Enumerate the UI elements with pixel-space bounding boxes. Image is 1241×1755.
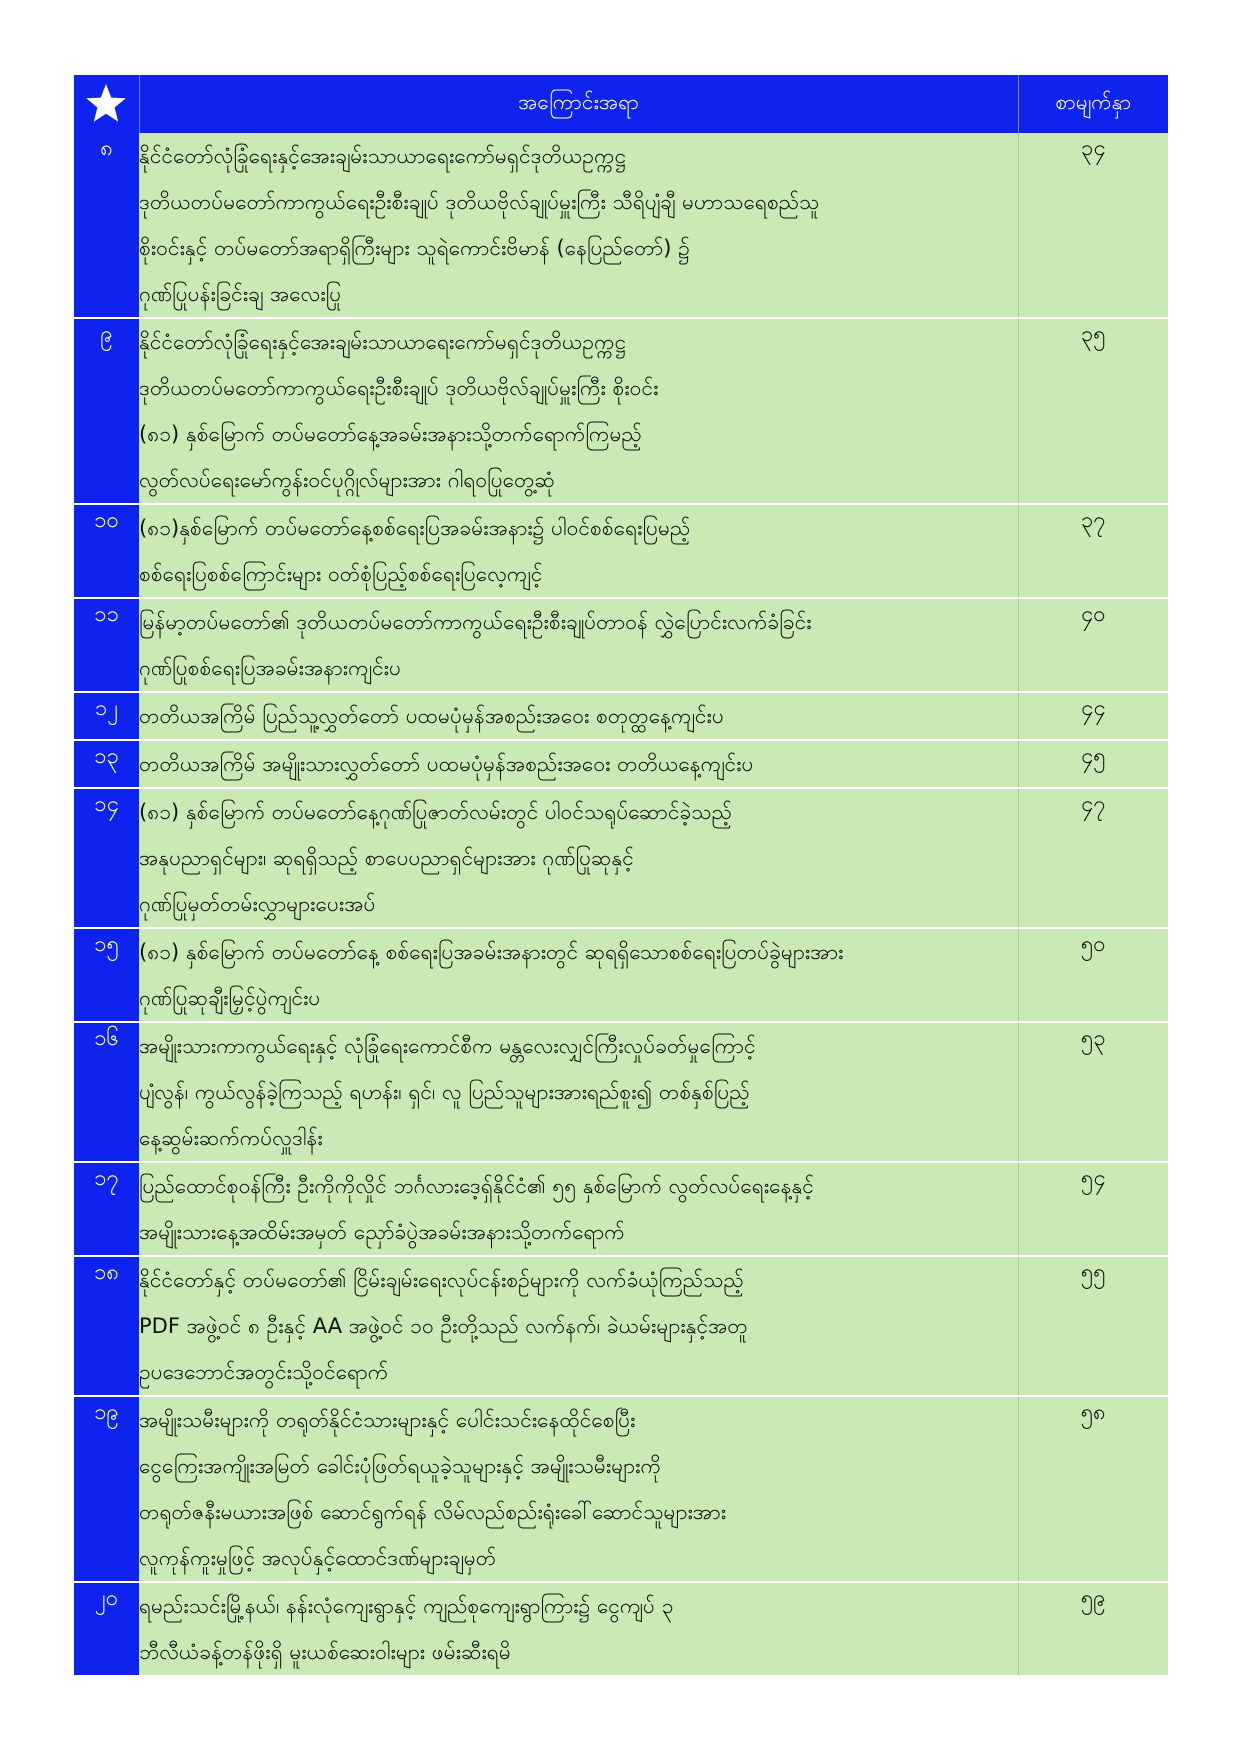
entry-title-line: ဂုဏ်ပြုမှတ်တမ်းလွှာများပေးအပ် (139, 892, 376, 916)
contents-body (74, 133, 1168, 1676)
header-row (74, 75, 1168, 133)
entry-title-line: (၈၁) နှစ်မြောက် တပ်မတော်နေ့ စစ်ရေးပြအခမ်းအနားတွင် ဆုရရှိသောစစ်ရေးပြတပ်ခွဲများအား (139, 940, 844, 964)
entry-title-line: စိုးဝင်းနှင့် တပ်မတော်အရာရှိကြီးများ သူရဲကောင်းဗိမာန် (နေပြည်တော်) ၌ (139, 236, 690, 260)
entry-title-line: ဂုဏ်ပြုစစ်ရေးပြအခမ်းအနားကျင်းပ (139, 656, 401, 680)
entry-title (139, 504, 1018, 598)
header-star-cell (74, 75, 139, 133)
entry-title-line: ပျံလွန်၊ ကွယ်လွန်ခဲ့ကြသည့် ရဟန်း၊ ရှင်၊ လူ ပြည်သူများအားရည်စူး၍ တစ်နှစ်ပြည့် (139, 1080, 750, 1104)
entry-number: ၁၄ (74, 788, 139, 928)
entry-page-number: ၄၇ (1018, 788, 1168, 928)
entry-title (139, 788, 1018, 928)
entry-title-line: နေ့ဆွမ်းဆက်ကပ်လှူဒါန်း (139, 1126, 323, 1150)
entry-title-line: စစ်ရေးပြစစ်ကြောင်းများ ဝတ်စုံပြည့်စစ်ရေးပြလေ့ကျင့် (139, 562, 543, 586)
entry-number: ၁၆ (74, 1022, 139, 1162)
entry-title-line: ဒုတိယတပ်မတော်ကာကွယ်ရေးဦးစီးချုပ် ဒုတိယဗိုလ်ချုပ်မှူးကြီး စိုးဝင်း (139, 376, 659, 400)
entry-title (139, 1022, 1018, 1162)
entry-title-line: လွတ်လပ်ရေးမော်ကွန်းဝင်ပုဂ္ဂိုလ်များအား ဂါရဝပြုတွေ့ဆုံ (139, 468, 555, 492)
entry-title (139, 1582, 1018, 1676)
entry-title-line: ဂုဏ်ပြုဆုချီးမြှင့်ပွဲကျင်းပ (139, 986, 321, 1010)
entry-title-line: အနုပညာရှင်များ၊ ဆုရရှိသည့် စာပေပညာရှင်များအား ဂုဏ်ပြုဆုနှင့် (139, 846, 634, 870)
entry-title (139, 1396, 1018, 1582)
entry-number: ၁၈ (74, 1256, 139, 1396)
entry-title-line: အမျိုးသားနေ့အထိမ်းအမှတ် ညှော်ခံပွဲအခမ်းအနားသို့တက်ရောက် (139, 1220, 625, 1244)
entry-page-number: ၄၀ (1018, 598, 1168, 692)
entry-title-line: (၈၁) နှစ်မြောက် တပ်မတော်နေ့အခမ်းအနားသို့တက်ရောက်ကြမည့် (139, 422, 642, 446)
entry-title-line: တတိယအကြိမ် အမျိုးသားလွှတ်တော် ပထမပုံမှန်အစည်းအဝေး တတိယနေ့ကျင်းပ (139, 752, 754, 776)
entry-number: ၁၂ (74, 692, 139, 740)
entry-title-line: မြန်မာ့တပ်မတော်၏ ဒုတိယတပ်မတော်ကာကွယ်ရေးဦးစီးချုပ်တာဝန် လွှဲပြောင်းလက်ခံခြင်း (139, 610, 812, 634)
entry-title-line: နိုင်ငံတော်နှင့် တပ်မတော်၏ ငြိမ်းချမ်းရေးလုပ်ငန်းစဉ်များကို လက်ခံယုံကြည်သည့် (139, 1268, 744, 1292)
entry-page-number: ၅၄ (1018, 1162, 1168, 1256)
entry-title-line: လူကုန်ကူးမှုဖြင့် အလုပ်နှင့်ထောင်ဒဏ်များချမှတ် (139, 1546, 497, 1570)
toc-row (74, 318, 1168, 504)
entry-title-line: တရုတ်ဇနီးမယားအဖြစ် ဆောင်ရွက်ရန် လိမ်လည်စည်းရုံးခေါ်ဆောင်သူများအား (139, 1500, 727, 1524)
toc-row (74, 1256, 1168, 1396)
entry-title (139, 1256, 1018, 1396)
entry-number: ၁၃ (74, 740, 139, 788)
header-title: အကြောင်းအရာ (139, 75, 1018, 133)
toc-row (74, 598, 1168, 692)
entry-title (139, 1162, 1018, 1256)
entry-title-line: ဘီလီယံခန့်တန်ဖိုးရှိ မူးယစ်ဆေးဝါးများ ဖမ်းဆီးရမိ (139, 1640, 511, 1664)
entry-number: ၉ (74, 318, 139, 504)
entry-page-number: ၅၈ (1018, 1396, 1168, 1582)
entry-number: ၁၀ (74, 504, 139, 598)
toc-row (74, 928, 1168, 1022)
entry-page-number: ၅၀ (1018, 928, 1168, 1022)
toc-row (74, 1022, 1168, 1162)
entry-page-number: ၃၅ (1018, 318, 1168, 504)
entry-title-line: ငွေကြေးအကျိုးအမြတ် ခေါင်းပုံဖြတ်ရယူခဲ့သူများနှင့် အမျိုးသမီးများကို (139, 1454, 662, 1478)
toc-row (74, 740, 1168, 788)
entry-title-line: (၈၁)နှစ်မြောက် တပ်မတော်နေ့စစ်ရေးပြအခမ်းအနား၌ ပါဝင်စစ်ရေးပြမည့် (139, 516, 691, 540)
entry-title-line: PDF အဖွဲ့ဝင် ၈ ဦးနှင့် AA အဖွဲ့ဝင် ၁၀ ဦးတို့သည် လက်နက်၊ ခဲယမ်းများနှင့်အတူ (139, 1314, 748, 1338)
entry-page-number: ၅၅ (1018, 1256, 1168, 1396)
entry-number: ၁၅ (74, 928, 139, 1022)
toc-row (74, 504, 1168, 598)
toc-row (74, 133, 1168, 318)
entry-title-line: (၈၁) နှစ်မြောက် တပ်မတော်နေ့ဂုဏ်ပြုဇာတ်လမ်းတွင် ပါဝင်သရုပ်ဆောင်ခဲ့သည့် (139, 800, 732, 824)
entry-title-line: ပြည်ထောင်စုဝန်ကြီး ဦးကိုကိုလှိုင် ဘင်္ဂလားဒေ့ရှ်နိုင်ငံ၏ ၅၅ နှစ်မြောက် လွတ်လပ်ရေးနေ့နှင့် (139, 1174, 814, 1198)
toc-row (74, 788, 1168, 928)
entry-page-number: ၄၅ (1018, 740, 1168, 788)
entry-number: ၈ (74, 133, 139, 318)
entry-title (139, 318, 1018, 504)
entry-page-number: ၃၇ (1018, 504, 1168, 598)
entry-title (139, 598, 1018, 692)
entry-page-number: ၄၄ (1018, 692, 1168, 740)
toc-row (74, 692, 1168, 740)
entry-number: ၂၀ (74, 1582, 139, 1676)
entry-title (139, 928, 1018, 1022)
toc-row (74, 1396, 1168, 1582)
entry-title-line: အမျိုးသမီးများကို တရုတ်နိုင်ငံသားများနှင့် ပေါင်းသင်းနေထိုင်စေပြီး (139, 1408, 636, 1432)
entry-number: ၁၉ (74, 1396, 139, 1582)
entry-number: ၁၁ (74, 598, 139, 692)
entry-page-number: ၃၄ (1018, 133, 1168, 318)
toc-row (74, 1582, 1168, 1676)
entry-title (139, 740, 1018, 788)
entry-title (139, 692, 1018, 740)
entry-title-line: နိုင်ငံတော်လုံခြုံရေးနှင့်အေးချမ်းသာယာရေးကော်မရှင်ဒုတိယဥက္ကဋ္ဌ (139, 144, 627, 168)
entry-title-line: ဒုတိယတပ်မတော်ကာကွယ်ရေးဦးစီးချုပ် ဒုတိယဗိုလ်ချုပ်မှူးကြီး သီရိပျံချီ မဟာသရေစည်သူ (139, 190, 820, 214)
entry-title-line: အမျိုးသားကာကွယ်ရေးနှင့် လုံခြုံရေးကောင်စီက မန္တလေးလျှင်ကြီးလှုပ်ခတ်မှုကြောင့် (139, 1034, 756, 1058)
toc-row (74, 1162, 1168, 1256)
star-icon (84, 82, 128, 126)
entry-page-number: ၅၉ (1018, 1582, 1168, 1676)
entry-title-line: တတိယအကြိမ် ပြည်သူ့လွှတ်တော် ပထမပုံမှန်အစည်းအဝေး စတုတ္ထနေ့ကျင်းပ (139, 704, 724, 728)
entry-number: ၁၇ (74, 1162, 139, 1256)
entry-title-line: နိုင်ငံတော်လုံခြုံရေးနှင့်အေးချမ်းသာယာရေးကော်မရှင်ဒုတိယဥက္ကဋ္ဌ (139, 330, 627, 354)
entry-title (139, 133, 1018, 318)
header-page: စာမျက်နှာ (1018, 75, 1168, 133)
contents-table (74, 75, 1168, 1677)
entry-title-line: ဂုဏ်ပြုပန်းခြင်းချ အလေးပြု (139, 282, 342, 306)
entry-title-line: ရမည်းသင်းမြို့နယ်၊ နန်းလုံကျေးရွာနှင့် ကျည်စုကျေးရွာကြား၌ ငွေကျပ် ၃ (139, 1594, 674, 1618)
entry-page-number: ၅၃ (1018, 1022, 1168, 1162)
entry-title-line: ဥပဒေဘောင်အတွင်းသို့ဝင်ရောက် (139, 1360, 389, 1384)
